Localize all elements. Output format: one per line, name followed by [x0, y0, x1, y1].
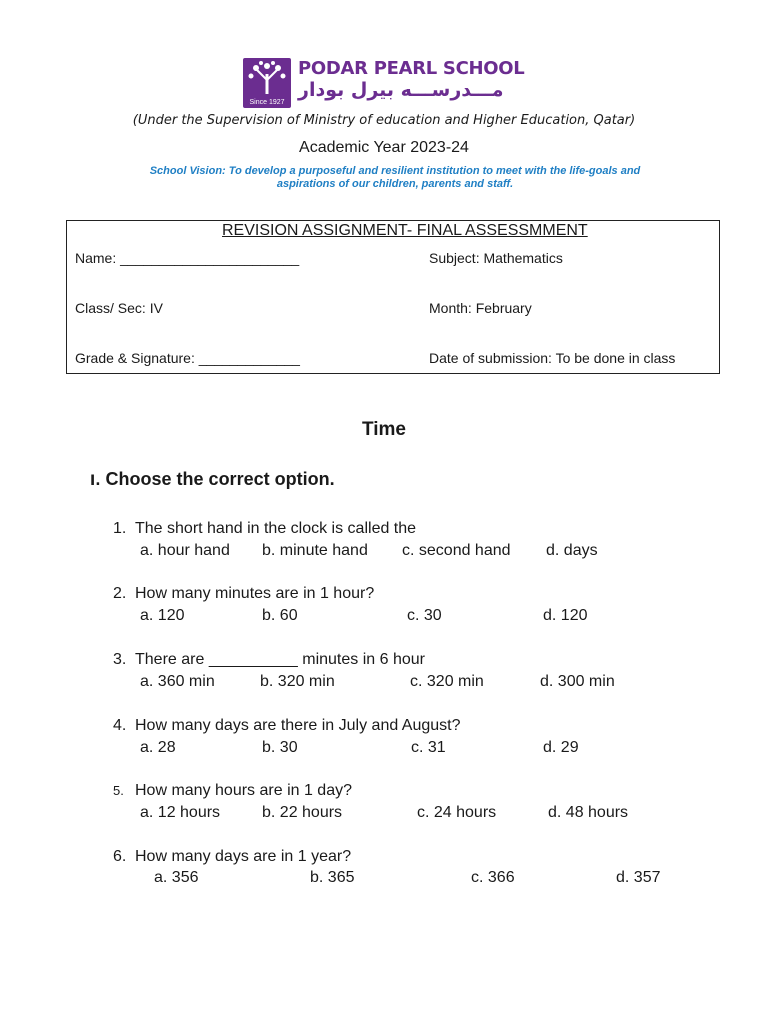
option-b: b. 22 hours — [262, 804, 343, 821]
option-a: a. 360 min — [140, 673, 215, 690]
question-text: There are __________ minutes in 6 hour — [135, 651, 425, 668]
option-d: d. days — [546, 542, 598, 559]
option-b: b. minute hand — [262, 542, 368, 559]
question-number: 1. — [113, 520, 127, 537]
grade-signature-field: Grade & Signature: _____________ — [75, 350, 300, 366]
section-title: Choose the correct option. — [105, 469, 335, 489]
class-section-field: Class/ Sec: IV — [75, 300, 163, 316]
option-d: d. 48 hours — [548, 804, 629, 821]
supervision-note: (Under the Supervision of Ministry of education and Higher Education, Qatar) — [132, 113, 636, 128]
question-number: 6. — [113, 848, 127, 865]
option-a: a. 12 hours — [140, 804, 221, 821]
option-d: d. 357 — [616, 869, 661, 886]
assignment-title: REVISION ASSIGNMENT- FINAL ASSESSMMENT — [222, 222, 588, 239]
question-3 — [113, 651, 425, 669]
option-b: b. 365 — [310, 869, 355, 886]
option-c: c. second hand — [402, 542, 511, 559]
option-b: b. 30 — [262, 739, 298, 756]
option-d: d. 120 — [543, 607, 588, 624]
option-a: a. 28 — [140, 739, 176, 756]
question-text: How many minutes are in 1 hour? — [135, 585, 375, 602]
option-d: d. 300 min — [540, 673, 615, 690]
question-1 — [113, 520, 416, 538]
question-number: 5. — [113, 783, 124, 798]
option-a: a. 356 — [154, 869, 199, 886]
option-c: c. 24 hours — [417, 804, 497, 821]
question-2 — [113, 585, 374, 603]
option-c: c. 31 — [411, 739, 446, 756]
option-a: a. 120 — [140, 607, 185, 624]
section-heading — [90, 469, 335, 490]
question-number: 4. — [113, 717, 127, 734]
question-4 — [113, 717, 461, 735]
logo-since-text: Since 1927 — [249, 99, 285, 106]
option-c: c. 30 — [407, 607, 442, 624]
section-number: I. — [90, 473, 101, 489]
option-a: a. hour hand — [140, 542, 230, 559]
tree-icon — [243, 58, 291, 98]
question-5 — [113, 782, 352, 800]
question-text: How many hours are in 1 day? — [135, 782, 352, 799]
option-b: b. 320 min — [260, 673, 335, 690]
question-6 — [113, 848, 351, 866]
option-c: c. 366 — [471, 869, 515, 886]
school-vision: School Vision: To develop a purposeful and resilient institution to meet with the life-goals and aspirations of our children, parents and staff. — [149, 165, 641, 190]
question-number: 3. — [113, 651, 127, 668]
month-field: Month: February — [429, 300, 532, 316]
question-number: 2. — [113, 585, 127, 602]
subject-field: Subject: Mathematics — [429, 250, 563, 266]
school-name: PODAR PEARL SCHOOL — [298, 58, 525, 79]
submission-date-field: Date of submission: To be done in class — [429, 350, 676, 366]
school-name-arabic: مـــدرســـه بيرل بودار — [298, 79, 504, 101]
option-b: b. 60 — [262, 607, 298, 624]
academic-year: Academic Year 2023-24 — [299, 139, 469, 156]
question-text: How many days are in 1 year? — [135, 848, 352, 865]
name-field: Name: _______________________ — [75, 250, 300, 266]
option-c: c. 320 min — [410, 673, 484, 690]
topic-heading: Time — [361, 419, 406, 440]
question-text: How many days are there in July and August? — [135, 717, 461, 734]
question-text: The short hand in the clock is called the — [135, 520, 417, 537]
school-logo-emblem — [243, 58, 291, 108]
option-d: d. 29 — [543, 739, 579, 756]
